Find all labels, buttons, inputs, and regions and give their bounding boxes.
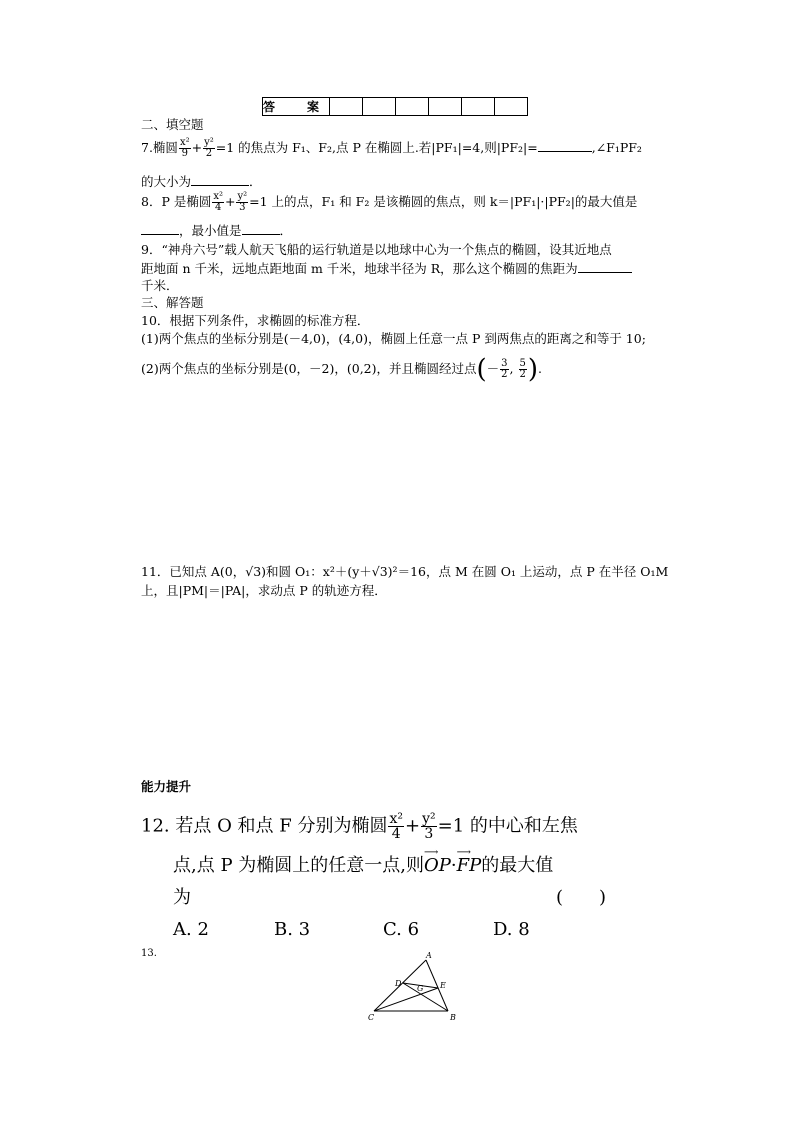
question-10-line1: 10．根据下列条件，求椭圆的标准方程． [141,313,370,328]
answer-blank[interactable] [191,173,249,186]
question-7-line1: 7.椭圆 $\frac{\text{x²}}{9}$ + $\frac{\text{y²}}{2}$ =1 的焦点为 F₁、F₂,点 P 在椭圆上.若|PF₁|=4,则|PF₂|= ,∠F₁PF₂ [141,137,642,159]
fraction: $\frac{3}{2}$ [501,358,508,380]
section-fill-blank: 二、填空题 [141,117,204,132]
fraction: $\frac{\text{x²}}{4}$ [213,191,223,213]
fraction: $\frac{5}{2}$ [519,358,526,380]
question-10-line2: (1)两个焦点的坐标分别是(－4,0)，(4,0)，椭圆上任意一点 P 到两焦点的距离之和等于 10; [141,331,646,346]
answer-blank[interactable] [242,222,280,235]
question-12-line1: 12. 若点 O 和点 F 分别为椭圆 $\frac{\text{x²}}{4}$ + $\frac{\text{y²}}{3}$ =1 的中心和左焦 [141,811,578,842]
vector-fp: FP [456,855,482,876]
section-ability: 能力提升 [141,779,192,794]
option-d[interactable]: D. 8 [493,919,530,940]
answer-cell[interactable] [462,98,495,116]
label-e: E [440,981,446,990]
question-12-line3: 为 [173,887,191,908]
answer-cell[interactable] [429,98,462,116]
fraction: $\frac{\text{y²}}{3}$ [237,191,248,213]
answer-table [262,97,528,116]
option-b[interactable]: B. 3 [274,919,311,940]
triangle-diagram [366,950,466,1025]
option-c[interactable]: C. 6 [383,919,420,940]
question-9-line3: 千米． [141,278,179,293]
option-a[interactable]: A. 2 [173,919,209,940]
fraction: $\frac{\text{y²}}{2}$ [204,137,214,159]
answer-cell[interactable] [363,98,396,116]
section-answer-questions: 三、解答题 [141,295,204,310]
answer-parentheses[interactable]: ( ) [556,887,607,908]
answer-blank[interactable] [538,139,592,152]
answer-blank[interactable] [578,260,632,273]
label-b: B [450,1013,456,1022]
fraction: $\frac{\text{y²}}{3}$ [422,811,436,842]
answer-cell[interactable] [495,98,528,116]
answer-cell[interactable] [396,98,429,116]
fraction: $\frac{\text{x²}}{9}$ [179,137,190,159]
question-12-line2: 点,点 P 为椭圆上的任意一点,则 ⟶ OP· ⟶ FP的最大值 [173,847,554,876]
question-8-line2: ，最小值是 ． [141,222,292,239]
label-g: G [417,984,424,993]
question-9-line2: 距地面 n 千米，远地点距地面 m 千米，地球半径为 R，那么这个椭圆的焦距为 [141,260,632,277]
question-11-line1: 11．已知点 A(0，√3)和圆 O₁：x²＋(y＋√3)²＝16，点 M 在圆 O₁ 上运动，点 P 在半径 O₁M [141,564,669,579]
label-d: D [395,979,402,988]
answer-table-label: 答 案 [263,98,330,116]
question-13-number: 13. [141,948,157,959]
answer-blank[interactable] [141,222,179,235]
question-10-line3: (2)两个焦点的坐标分别是(0，－2)，(0,2)，并且椭圆经过点(－ $\frac{3}{2}$ , $\frac{5}{2}$ ). [141,354,543,385]
question-11-line2: 上，且|PM|＝|PA|，求动点 P 的轨迹方程． [141,583,387,598]
vector-op: OP [424,855,451,876]
question-7-line2: 的大小为 ． [141,174,262,189]
answer-cell[interactable] [330,98,363,116]
question-8-line1: 8．P 是椭圆 $\frac{\text{x²}}{4}$ + $\frac{\text{y²}}{3}$ =1 上的点，F₁ 和 F₂ 是该椭圆的焦点，则 k＝|PF₁|·|PF₂|的最大值是 [141,191,638,213]
question-9-line1: 9．“神舟六号”载人航天飞船的运行轨道是以地球中心为一个焦点的椭圆，设其近地点 [141,242,612,257]
segment-ce [374,988,438,1011]
label-c: C [368,1013,375,1022]
fraction: $\frac{\text{x²}}{4}$ [389,811,403,842]
label-a: A [426,951,432,960]
